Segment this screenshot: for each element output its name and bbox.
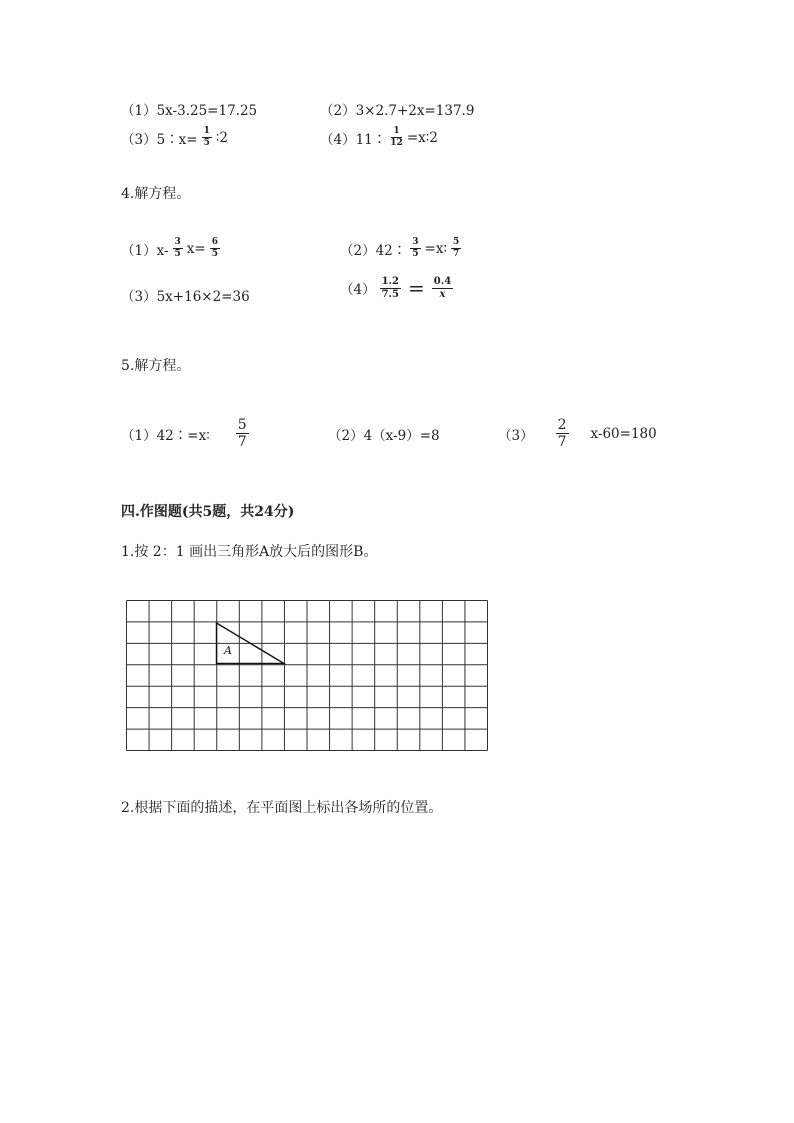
equation-3-4 [320, 127, 438, 148]
q4-title: 4.解方程。 [121, 186, 191, 202]
equation-5-2: （2）4（x-9）=8 [328, 428, 440, 444]
drawing-grid[interactable] [126, 600, 488, 751]
equation-5-1 [121, 418, 253, 449]
denominator: 12 [390, 138, 403, 148]
equation-5-3 [498, 418, 657, 449]
eq-suffix: =x∶2 [406, 129, 438, 146]
numerator: 3 [174, 237, 181, 247]
equation-3-1: （1）5x-3.25=17.25 [121, 103, 258, 119]
denominator: 5 [174, 249, 181, 259]
equation-3-2: （2）3×2.7+2x=137.9 [320, 103, 475, 119]
denominator: 5 [412, 249, 419, 259]
fraction [451, 238, 461, 259]
fraction [556, 418, 569, 449]
denominator: 7 [453, 249, 460, 259]
q4-1-prompt: 1.按 2：1 画出三角形A放大后的图形B。 [121, 544, 378, 560]
eq-prefix: （2）42∶ [340, 242, 407, 259]
numerator: 1.2 [381, 275, 399, 287]
grid-lines [127, 601, 488, 751]
denominator: 7.5 [381, 288, 399, 300]
fraction [390, 127, 403, 148]
fraction [202, 127, 212, 148]
fraction [432, 277, 453, 300]
eq-prefix: （4）11∶ [320, 131, 387, 148]
fraction [380, 277, 401, 300]
eq-prefix: （4） [340, 282, 376, 298]
denominator: 5 [211, 249, 218, 259]
eq-prefix: （3）5∶x= [121, 131, 198, 148]
q4-2-prompt: 2.根据下面的描述，在平面图上标出各场所的位置。 [121, 800, 443, 816]
equation-4-3: （3）5x+16×2=36 [121, 289, 250, 305]
denominator: 7 [557, 434, 567, 450]
equation-4-4 [340, 276, 457, 300]
eq-suffix: x-60=180 [590, 425, 657, 442]
eq-suffix: ∶2 [215, 129, 228, 146]
equation-3-3 [121, 127, 228, 148]
equation-4-1 [121, 238, 224, 259]
numerator: 5 [453, 237, 460, 247]
numerator: 0.4 [433, 275, 452, 287]
section-heading: 四.作图题(共5题，共24分) [121, 504, 295, 520]
fraction [210, 238, 220, 259]
numerator: 6 [211, 237, 218, 247]
triangle-label: A [224, 644, 232, 657]
eq-prefix: （3） [498, 427, 534, 444]
numerator: 2 [557, 417, 567, 433]
eq-prefix: （1）x- [121, 242, 169, 259]
q5-title: 5.解方程。 [121, 358, 191, 374]
denominator: 7 [237, 434, 247, 450]
numerator: 1 [203, 126, 210, 136]
fraction [236, 418, 249, 449]
denominator: x [439, 288, 446, 300]
equation-4-2 [340, 238, 465, 259]
equals-sign: = [408, 276, 425, 300]
numerator: 5 [237, 417, 247, 433]
eq-prefix: （1）42∶=x∶ [121, 427, 210, 444]
numerator: 1 [393, 126, 400, 136]
numerator: 3 [412, 237, 419, 247]
eq-mid: x= [186, 240, 206, 257]
fraction [173, 238, 183, 259]
denominator: 5 [203, 138, 210, 148]
eq-mid: =x∶ [424, 240, 447, 257]
fraction [410, 238, 420, 259]
